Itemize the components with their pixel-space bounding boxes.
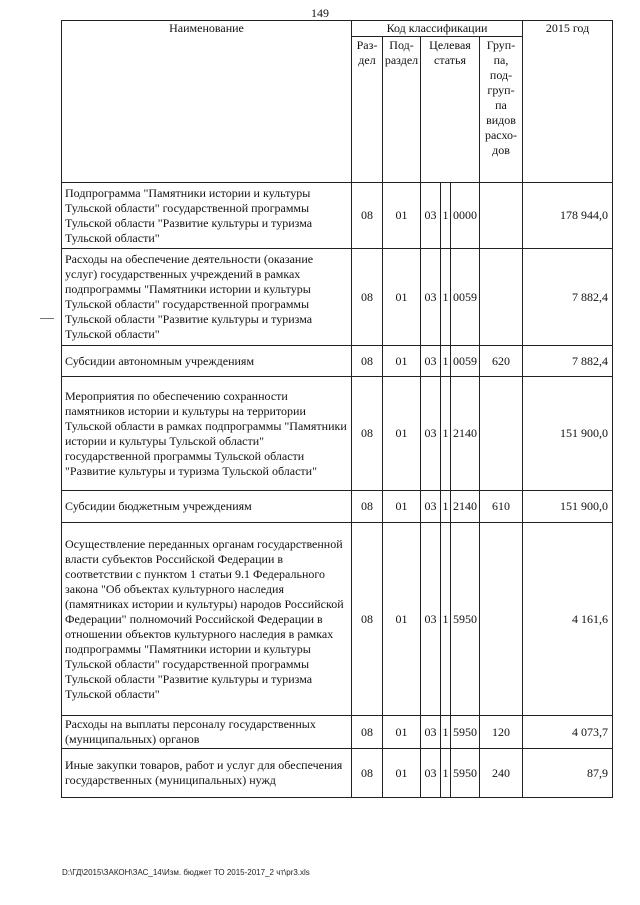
row-amount: 7 882,4 (523, 249, 613, 346)
row-target-program: 03 (421, 716, 441, 749)
row-section: 08 (352, 183, 383, 249)
row-target-program: 03 (421, 249, 441, 346)
row-amount: 7 882,4 (523, 346, 613, 377)
budget-table (61, 20, 613, 798)
row-expense-group: 240 (480, 749, 523, 798)
row-target-subprogram: 1 (441, 377, 451, 491)
table-row (62, 249, 613, 346)
row-target-program: 03 (421, 183, 441, 249)
row-target-direction: 2140 (451, 491, 480, 523)
row-name: Подпрограмма "Памятники истории и культуры Тульской области" государственной программы Тульской области "Развитие культуры и туризма Тульской области" (62, 183, 352, 249)
row-subsection: 01 (383, 716, 421, 749)
row-section: 08 (352, 377, 383, 491)
table-row (62, 749, 613, 798)
file-path-footer: D:\ГД\2015\ЗАКОН\ЗАС_14\Изм. бюджет ТО 2015-2017_2 чт\pr3.xls (62, 868, 310, 877)
row-section: 08 (352, 523, 383, 716)
row-target-program: 03 (421, 749, 441, 798)
row-section: 08 (352, 249, 383, 346)
row-target-subprogram: 1 (441, 249, 451, 346)
row-section: 08 (352, 491, 383, 523)
row-section: 08 (352, 749, 383, 798)
row-target-subprogram: 1 (441, 491, 451, 523)
row-subsection: 01 (383, 249, 421, 346)
row-target-direction: 0059 (451, 346, 480, 377)
row-target-program: 03 (421, 377, 441, 491)
row-expense-group: 120 (480, 716, 523, 749)
row-amount: 151 900,0 (523, 491, 613, 523)
row-section: 08 (352, 346, 383, 377)
row-expense-group (480, 523, 523, 716)
row-subsection: 01 (383, 183, 421, 249)
row-target-direction: 0059 (451, 249, 480, 346)
header-section: Раз- дел (352, 37, 383, 183)
row-subsection: 01 (383, 749, 421, 798)
row-section: 08 (352, 716, 383, 749)
row-name: Иные закупки товаров, работ и услуг для обеспечения государственных (муниципальных) нужд (62, 749, 352, 798)
row-target-subprogram: 1 (441, 346, 451, 377)
row-expense-group (480, 249, 523, 346)
table-row (62, 377, 613, 491)
table-row (62, 491, 613, 523)
row-amount: 87,9 (523, 749, 613, 798)
row-name: Субсидии бюджетным учреждениям (62, 491, 352, 523)
row-target-subprogram: 1 (441, 716, 451, 749)
row-subsection: 01 (383, 491, 421, 523)
header-subsection: Под- раздел (383, 37, 421, 183)
row-target-direction: 0000 (451, 183, 480, 249)
row-target-direction: 5950 (451, 749, 480, 798)
table-row (62, 716, 613, 749)
row-target-subprogram: 1 (441, 183, 451, 249)
row-target-direction: 2140 (451, 377, 480, 491)
row-amount: 4 073,7 (523, 716, 613, 749)
table-row (62, 346, 613, 377)
row-expense-group (480, 183, 523, 249)
header-target-article: Целевая статья (421, 37, 480, 183)
row-expense-group: 620 (480, 346, 523, 377)
row-target-program: 03 (421, 346, 441, 377)
row-target-direction: 5950 (451, 716, 480, 749)
row-name: Расходы на обеспечение деятельности (оказание услуг) государственных учреждений в рамках подпрограммы "Памятники истории и культуры Тульской области" государственной программы Тульской области "Развитие культуры и туризма Тульской области" (62, 249, 352, 346)
row-name: Осуществление переданных органам государственной власти субъектов Российской Федерации в соответствии с пунктом 1 статьи 9.1 Федерального закона "Об объектах культурного наследия (памятниках истории и культуры) народов Российской Федерации" полномочий Российской Федерации в отношении объектов культурного наследия в рамках подпрограммы "Памятники истории и культуры Тульской области" государственной программы Тульской области "Развитие культуры и туризма Тульской области" (62, 523, 352, 716)
row-name: Расходы на выплаты персоналу государственных (муниципальных) органов (62, 716, 352, 749)
row-expense-group (480, 377, 523, 491)
row-target-direction: 5950 (451, 523, 480, 716)
row-amount: 4 161,6 (523, 523, 613, 716)
table-row (62, 523, 613, 716)
row-target-program: 03 (421, 491, 441, 523)
header-code-group: Код классификации (352, 21, 523, 37)
row-target-subprogram: 1 (441, 523, 451, 716)
header-name: Наименование (62, 21, 352, 183)
row-subsection: 01 (383, 523, 421, 716)
row-subsection: 01 (383, 346, 421, 377)
row-name: Субсидии автономным учреждениям (62, 346, 352, 377)
header-year: 2015 год (523, 21, 613, 183)
row-amount: 151 900,0 (523, 377, 613, 491)
margin-mark (40, 318, 54, 319)
row-amount: 178 944,0 (523, 183, 613, 249)
page-number: 149 (311, 6, 329, 20)
row-target-subprogram: 1 (441, 749, 451, 798)
header-expense-group: Груп- па, под- груп- па видов расхо- дов (480, 37, 523, 183)
row-target-program: 03 (421, 523, 441, 716)
row-expense-group: 610 (480, 491, 523, 523)
row-subsection: 01 (383, 377, 421, 491)
table-row (62, 183, 613, 249)
row-name: Мероприятия по обеспечению сохранности памятников истории и культуры на территории Тульской области в рамках подпрограммы "Памятники истории и культуры Тульской области" государственной программы Тульской области "Развитие культуры и туризма Тульской области" (62, 377, 352, 491)
